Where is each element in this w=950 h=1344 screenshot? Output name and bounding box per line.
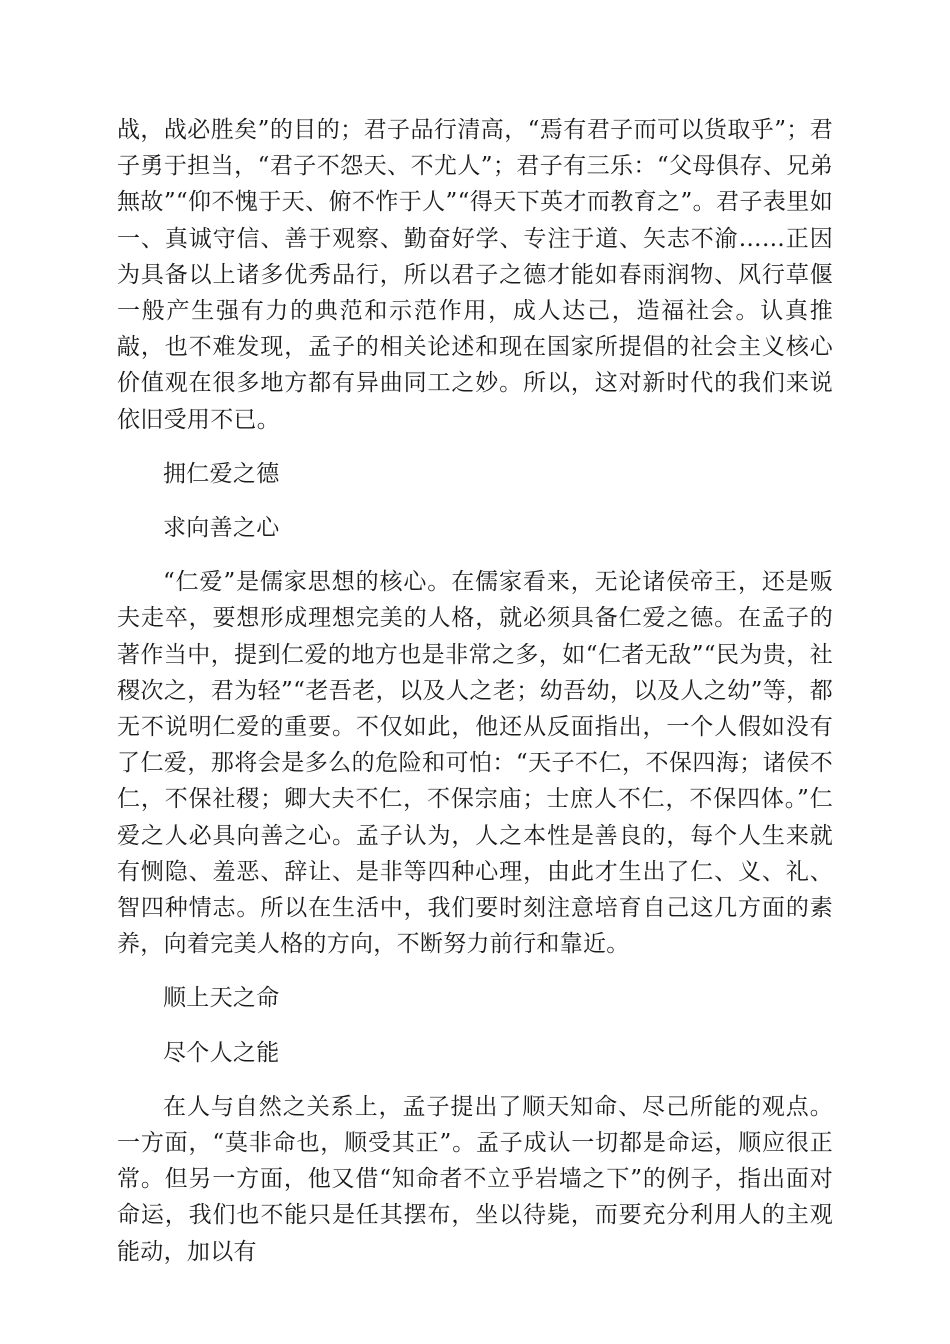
section-heading-xiang-shan: 求向善之心: [163, 515, 280, 542]
paragraph-ren-ai: “仁爱”是儒家思想的核心。在儒家看来，无论诸侯帝王，还是贩夫走卒，要想形成理想完美的人格，就必须具备仁爱之德。在孟子的著作当中，提到仁爱的地方也是非常之多，如“仁者无敌”“民为贵，社稷次之，君为轻”“老吾老，以及人之老；幼吾幼，以及人之幼”等，都无不说明仁爱的重要。不仅如此，他还从反面指出，一个人假如没有了仁爱，那将会是多么的危险和可怕：“天子不仁，不保四海；诸侯不仁，不保社稷；卿大夫不仁，不保宗庙；士庶人不仁，不保四体。”仁爱之人必具向善之心。孟子认为，人之本性是善良的，每个人生来就有恻隐、羞恶、辞让、是非等四种心理，由此才生出了仁、义、礼、智四种情志。所以在生活中，我们要时刻注意培育自己这几方面的素养，向着完美人格的方向，不断努力前行和靠近。: [117, 569, 833, 958]
section-heading-ren-ai: 拥仁爱之德: [163, 460, 280, 487]
paragraph-tian-ming: 在人与自然之关系上，孟子提出了顺天知命、尽己所能的观点。一方面，“莫非命也，顺受其正”。孟子成认一切都是命运，顺应很正常。但另一方面，他又借“知命者不立乎岩墙之下”的例子，指出面对命运，我们也不能只是任其摆布，坐以待毙，而要充分利用人的主观能动，加以有: [117, 1093, 833, 1265]
section-heading-shun-tian: 顺上天之命: [163, 985, 280, 1012]
document-body: [117, 112, 833, 1270]
section-heading-jin-neng: 尽个人之能: [163, 1039, 280, 1066]
paragraph-junzi-virtues: 战，战必胜矣”的目的；君子品行清高，“焉有君子而可以货取乎”；君子勇于担当，“君子不怨天、不尤人”；君子有三乐：“父母俱存、兄弟無故”“仰不愧于天、俯不怍于人”“得天下英才而教育之”。君子表里如一、真诚守信、善于观察、勤奋好学、专注于道、矢志不渝……正因为具备以上诸多优秀品行，所以君子之德才能如春雨润物、风行草偃一般产生强有力的典范和示范作用，成人达己，造福社会。认真推敲，也不难发现，孟子的相关论述和现在国家所提倡的社会主义核心价值观在很多地方都有异曲同工之妙。所以，这对新时代的我们来说依旧受用不已。: [117, 117, 833, 433]
